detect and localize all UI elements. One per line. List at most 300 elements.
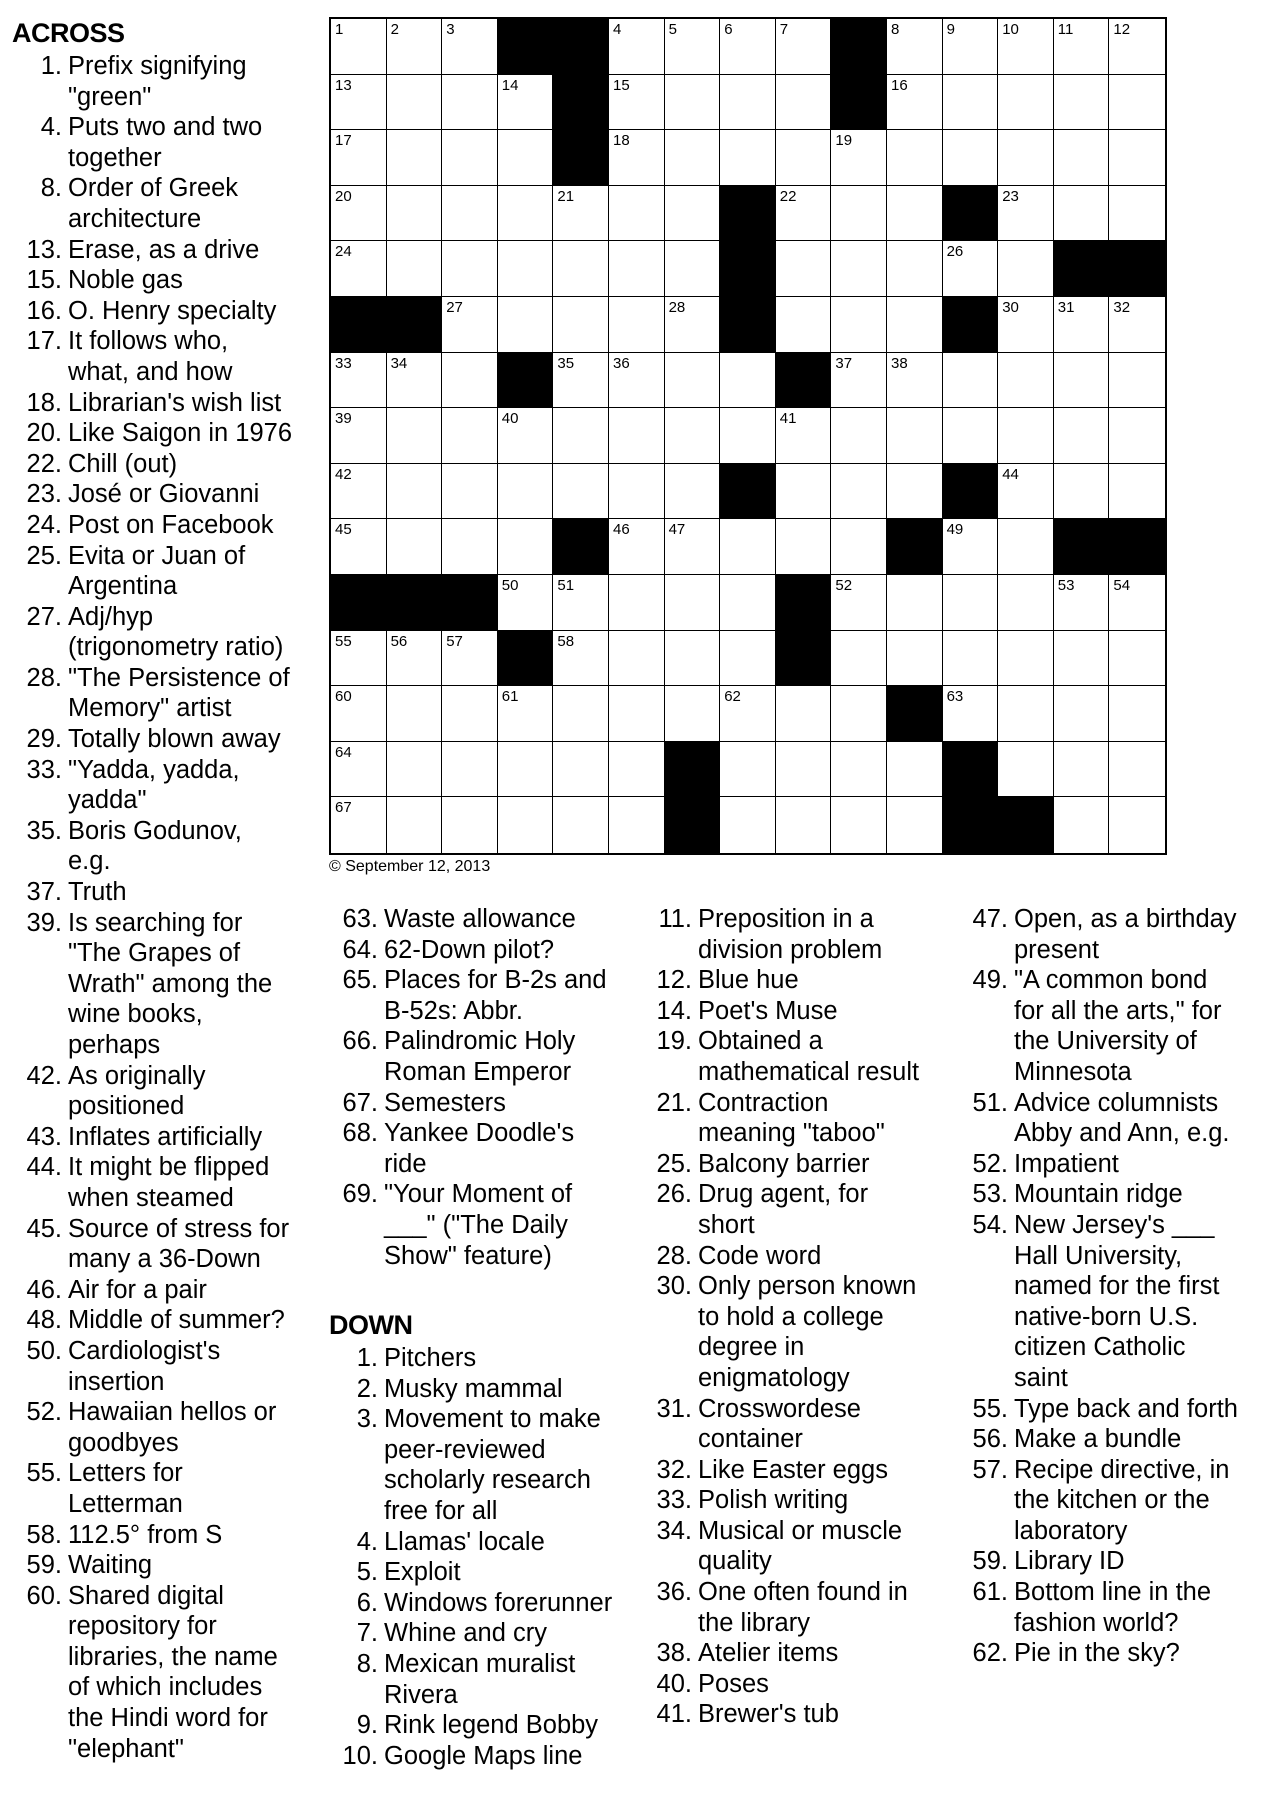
grid-cell[interactable] bbox=[387, 353, 443, 409]
grid-cell[interactable] bbox=[553, 575, 609, 631]
clue-item bbox=[968, 1394, 1283, 1425]
grid-cell[interactable] bbox=[387, 686, 443, 742]
grid-cell[interactable] bbox=[387, 19, 443, 75]
clue-number: 46. bbox=[26, 1275, 62, 1304]
grid-cell[interactable] bbox=[1054, 19, 1110, 75]
grid-cell[interactable] bbox=[720, 575, 776, 631]
cell-number: 24 bbox=[335, 243, 352, 261]
grid-cell[interactable] bbox=[831, 575, 887, 631]
grid-cell[interactable] bbox=[387, 742, 443, 798]
clue-text-line: New Jersey's ___ bbox=[1014, 1210, 1215, 1239]
grid-cell[interactable] bbox=[609, 186, 665, 242]
black-square bbox=[720, 241, 776, 297]
cell-number: 67 bbox=[335, 799, 352, 817]
clue-number: 14. bbox=[656, 996, 692, 1025]
grid-cell[interactable] bbox=[998, 75, 1054, 131]
grid-cell[interactable] bbox=[943, 575, 999, 631]
grid-cell[interactable] bbox=[943, 75, 999, 131]
grid-cell[interactable] bbox=[998, 353, 1054, 409]
grid-cell[interactable] bbox=[498, 297, 554, 353]
grid-cell[interactable] bbox=[1054, 742, 1110, 798]
grid-cell[interactable] bbox=[609, 353, 665, 409]
grid-cell[interactable] bbox=[887, 742, 943, 798]
clue-text-line: degree in bbox=[698, 1333, 805, 1362]
cell-number: 22 bbox=[779, 187, 797, 205]
grid-cell[interactable] bbox=[553, 297, 609, 353]
grid-cell[interactable] bbox=[442, 408, 498, 464]
grid-cell[interactable] bbox=[887, 797, 943, 853]
grid-cell[interactable] bbox=[665, 686, 721, 742]
grid-cell[interactable] bbox=[609, 742, 665, 798]
grid-cell[interactable] bbox=[998, 130, 1054, 186]
grid-cell[interactable] bbox=[943, 19, 999, 75]
cell-number: 68 bbox=[668, 799, 686, 817]
clue-text-line: "Yadda, yadda, bbox=[68, 755, 240, 784]
grid-cell[interactable] bbox=[387, 75, 443, 131]
grid-cell[interactable] bbox=[776, 464, 832, 520]
grid-cell[interactable] bbox=[331, 797, 387, 853]
grid-cell[interactable] bbox=[1054, 75, 1110, 131]
across-clues-column-2 bbox=[338, 904, 638, 1271]
grid-cell[interactable] bbox=[609, 575, 665, 631]
grid-cell[interactable] bbox=[831, 408, 887, 464]
grid-cell[interactable] bbox=[331, 241, 387, 297]
clue-item bbox=[968, 1577, 1283, 1638]
grid-cell[interactable] bbox=[831, 797, 887, 853]
down-clues-column-1 bbox=[338, 1343, 648, 1771]
grid-cell[interactable] bbox=[776, 241, 832, 297]
grid-cell[interactable] bbox=[442, 297, 498, 353]
clue-item bbox=[22, 1581, 322, 1765]
clue-number: 11. bbox=[658, 905, 692, 933]
black-square bbox=[887, 686, 943, 742]
cell-number: 48 bbox=[890, 521, 908, 539]
grid-cell[interactable] bbox=[776, 19, 832, 75]
grid-cell[interactable] bbox=[943, 353, 999, 409]
grid-cell[interactable] bbox=[609, 686, 665, 742]
clue-number: 61. bbox=[972, 1578, 1008, 1607]
grid-cell[interactable] bbox=[553, 464, 609, 520]
clue-text-line: the Hindi word for bbox=[68, 1704, 268, 1733]
clue-text-line: Musky mammal bbox=[384, 1374, 563, 1403]
clue-number: 10. bbox=[342, 1741, 378, 1770]
cell-number: 30 bbox=[1002, 298, 1019, 316]
grid-cell[interactable] bbox=[943, 408, 999, 464]
grid-cell[interactable] bbox=[720, 353, 776, 409]
clue-text-line: Rivera bbox=[384, 1680, 458, 1709]
grid-cell[interactable] bbox=[1109, 686, 1165, 742]
grid-cell[interactable] bbox=[1054, 353, 1110, 409]
grid-cell[interactable] bbox=[998, 186, 1054, 242]
clue-number: 38. bbox=[656, 1639, 692, 1668]
black-square bbox=[498, 631, 554, 687]
grid-cell[interactable] bbox=[1054, 631, 1110, 687]
grid-cell[interactable] bbox=[387, 241, 443, 297]
clue-text-line: architecture bbox=[68, 204, 202, 233]
clue-number: 45. bbox=[26, 1214, 62, 1243]
grid-cell[interactable] bbox=[831, 186, 887, 242]
grid-cell[interactable] bbox=[609, 408, 665, 464]
grid-cell[interactable] bbox=[1109, 797, 1165, 853]
grid-cell[interactable] bbox=[553, 353, 609, 409]
grid-cell[interactable] bbox=[887, 241, 943, 297]
grid-cell[interactable] bbox=[442, 686, 498, 742]
cell-number: 51 bbox=[557, 576, 575, 594]
cell-number: 6 bbox=[724, 21, 733, 38]
clue-item bbox=[338, 935, 638, 966]
grid-cell[interactable] bbox=[943, 519, 999, 575]
clue-number: 34. bbox=[656, 1516, 692, 1545]
clue-text-line: Open, as a birthday bbox=[1014, 905, 1237, 933]
grid-cell[interactable] bbox=[1109, 575, 1165, 631]
clue-number: 39. bbox=[26, 908, 62, 937]
clue-text-line: Air for a pair bbox=[68, 1275, 207, 1304]
cell-number: 65 bbox=[668, 743, 686, 761]
grid-cell[interactable] bbox=[498, 408, 554, 464]
grid-cell[interactable] bbox=[720, 130, 776, 186]
grid-cell[interactable] bbox=[887, 297, 943, 353]
clue-text-line: Atelier items bbox=[698, 1639, 839, 1668]
clue-text-line: of which includes bbox=[68, 1673, 263, 1702]
grid-cell[interactable] bbox=[331, 75, 387, 131]
grid-cell[interactable] bbox=[887, 408, 943, 464]
grid-cell[interactable] bbox=[720, 797, 776, 853]
grid-cell[interactable] bbox=[665, 241, 721, 297]
grid-cell[interactable] bbox=[1109, 130, 1165, 186]
grid-cell[interactable] bbox=[831, 130, 887, 186]
grid-cell[interactable] bbox=[887, 575, 943, 631]
grid-cell[interactable] bbox=[665, 575, 721, 631]
grid-cell[interactable] bbox=[331, 408, 387, 464]
cell-number: 2 bbox=[390, 21, 399, 38]
grid-cell[interactable] bbox=[442, 519, 498, 575]
grid-cell[interactable] bbox=[998, 631, 1054, 687]
grid-cell[interactable] bbox=[665, 297, 721, 353]
clue-item bbox=[968, 1088, 1283, 1149]
clue-item bbox=[652, 904, 952, 965]
cell-number: 58 bbox=[557, 632, 575, 650]
grid-cell[interactable] bbox=[998, 519, 1054, 575]
grid-cell[interactable] bbox=[1109, 353, 1165, 409]
grid-cell[interactable] bbox=[831, 631, 887, 687]
grid-cell[interactable] bbox=[442, 631, 498, 687]
grid-cell[interactable] bbox=[1109, 631, 1165, 687]
grid-cell[interactable] bbox=[887, 464, 943, 520]
grid-cell[interactable] bbox=[609, 130, 665, 186]
clue-number: 58. bbox=[26, 1520, 62, 1549]
cell-number: 19 bbox=[835, 132, 853, 150]
clue-number: 33. bbox=[656, 1486, 692, 1515]
grid-cell[interactable] bbox=[998, 686, 1054, 742]
clue-text-line: "Your Moment of bbox=[384, 1180, 573, 1209]
clue-number: 44. bbox=[26, 1153, 62, 1182]
grid-cell[interactable] bbox=[720, 75, 776, 131]
black-square bbox=[665, 742, 721, 798]
grid-cell[interactable] bbox=[331, 353, 387, 409]
grid-cell[interactable] bbox=[331, 742, 387, 798]
cell-number: 39 bbox=[335, 410, 352, 428]
grid-cell[interactable] bbox=[720, 686, 776, 742]
grid-cell[interactable] bbox=[442, 186, 498, 242]
grid-cell[interactable] bbox=[553, 742, 609, 798]
grid-cell[interactable] bbox=[1109, 186, 1165, 242]
cell-number: 44 bbox=[1002, 465, 1019, 483]
clue-text-line: Drug agent, for bbox=[698, 1180, 869, 1209]
grid-cell[interactable] bbox=[998, 19, 1054, 75]
clue-item bbox=[338, 1118, 638, 1179]
grid-cell[interactable] bbox=[442, 130, 498, 186]
grid-cell[interactable] bbox=[998, 575, 1054, 631]
grid-cell[interactable] bbox=[665, 519, 721, 575]
grid-cell[interactable] bbox=[776, 130, 832, 186]
clue-item bbox=[22, 1122, 322, 1153]
grid-cell[interactable] bbox=[720, 631, 776, 687]
grid-cell[interactable] bbox=[609, 75, 665, 131]
clue-item bbox=[652, 1699, 952, 1730]
grid-cell[interactable] bbox=[831, 297, 887, 353]
grid-cell[interactable] bbox=[387, 519, 443, 575]
clue-number: 21. bbox=[656, 1088, 692, 1117]
clue-text-line: "green" bbox=[68, 82, 152, 111]
cell-number: 34 bbox=[390, 354, 408, 372]
grid-cell[interactable] bbox=[887, 186, 943, 242]
grid-cell[interactable] bbox=[943, 130, 999, 186]
clue-item bbox=[338, 1026, 638, 1087]
grid-cell[interactable] bbox=[665, 631, 721, 687]
clue-number: 47. bbox=[972, 905, 1008, 933]
grid-cell[interactable] bbox=[442, 797, 498, 853]
clue-text-line: Impatient bbox=[1014, 1149, 1119, 1178]
grid-cell[interactable] bbox=[998, 297, 1054, 353]
grid-cell[interactable] bbox=[998, 408, 1054, 464]
grid-cell[interactable] bbox=[1109, 75, 1165, 131]
grid-cell[interactable] bbox=[776, 519, 832, 575]
grid-cell[interactable] bbox=[1054, 575, 1110, 631]
grid-cell[interactable] bbox=[331, 19, 387, 75]
grid-cell[interactable] bbox=[776, 686, 832, 742]
grid-cell[interactable] bbox=[609, 464, 665, 520]
clue-text-line: peer-reviewed bbox=[384, 1435, 546, 1464]
clue-text-line: native-born U.S. bbox=[1014, 1302, 1199, 1331]
grid-cell[interactable] bbox=[553, 186, 609, 242]
grid-cell[interactable] bbox=[998, 742, 1054, 798]
grid-cell[interactable] bbox=[331, 464, 387, 520]
clue-item bbox=[652, 1394, 952, 1455]
grid-cell[interactable] bbox=[442, 464, 498, 520]
grid-cell[interactable] bbox=[665, 130, 721, 186]
grid-cell[interactable] bbox=[331, 186, 387, 242]
grid-cell[interactable] bbox=[387, 186, 443, 242]
grid-cell[interactable] bbox=[387, 408, 443, 464]
cell-number: 35 bbox=[557, 354, 575, 372]
grid-cell[interactable] bbox=[1054, 686, 1110, 742]
grid-cell[interactable] bbox=[331, 519, 387, 575]
grid-cell[interactable] bbox=[887, 631, 943, 687]
grid-cell[interactable] bbox=[498, 186, 554, 242]
grid-cell[interactable] bbox=[776, 408, 832, 464]
grid-cell[interactable] bbox=[831, 353, 887, 409]
clue-item bbox=[22, 908, 322, 1061]
grid-cell[interactable] bbox=[1054, 797, 1110, 853]
grid-cell[interactable] bbox=[831, 464, 887, 520]
clue-item bbox=[22, 510, 322, 541]
grid-cell[interactable] bbox=[720, 742, 776, 798]
grid-cell[interactable] bbox=[609, 797, 665, 853]
grid-cell[interactable] bbox=[720, 408, 776, 464]
grid-cell[interactable] bbox=[1109, 19, 1165, 75]
clue-text-line: Middle of summer? bbox=[68, 1306, 285, 1335]
clue-text-line: Bottom line in the bbox=[1014, 1578, 1212, 1607]
down-clues-column-3 bbox=[968, 904, 1283, 1669]
grid-cell[interactable] bbox=[609, 631, 665, 687]
grid-cell[interactable] bbox=[1109, 742, 1165, 798]
grid-cell[interactable] bbox=[609, 297, 665, 353]
clue-number: 22. bbox=[26, 449, 62, 478]
grid-cell[interactable] bbox=[387, 464, 443, 520]
grid-cell[interactable] bbox=[442, 75, 498, 131]
grid-cell[interactable] bbox=[776, 75, 832, 131]
grid-cell[interactable] bbox=[776, 297, 832, 353]
grid-cell[interactable] bbox=[887, 19, 943, 75]
grid-cell[interactable] bbox=[665, 464, 721, 520]
grid-cell[interactable] bbox=[387, 130, 443, 186]
grid-cell[interactable] bbox=[998, 241, 1054, 297]
grid-cell[interactable] bbox=[1054, 186, 1110, 242]
clue-number: 33. bbox=[26, 755, 62, 784]
grid-cell[interactable] bbox=[498, 75, 554, 131]
grid-cell[interactable] bbox=[665, 408, 721, 464]
grid-cell[interactable] bbox=[498, 241, 554, 297]
grid-cell[interactable] bbox=[1109, 297, 1165, 353]
clue-text-line: what, and how bbox=[68, 357, 233, 386]
grid-cell[interactable] bbox=[1054, 408, 1110, 464]
clue-number: 8. bbox=[356, 1649, 378, 1678]
clue-text-line: goodbyes bbox=[68, 1428, 179, 1457]
clue-text-line: Waiting bbox=[68, 1551, 153, 1580]
cell-number: 4 bbox=[612, 21, 622, 38]
cell-number: 62 bbox=[724, 688, 741, 706]
black-square bbox=[943, 797, 999, 853]
clue-text-line: Hawaiian hellos or bbox=[68, 1398, 277, 1427]
grid-cell[interactable] bbox=[387, 797, 443, 853]
grid-cell[interactable] bbox=[998, 464, 1054, 520]
grid-cell[interactable] bbox=[553, 797, 609, 853]
grid-cell[interactable] bbox=[609, 241, 665, 297]
grid-cell[interactable] bbox=[442, 241, 498, 297]
grid-cell[interactable] bbox=[831, 241, 887, 297]
grid-cell[interactable] bbox=[943, 631, 999, 687]
clue-text-line: 62-Down pilot? bbox=[384, 935, 555, 964]
grid-cell[interactable] bbox=[442, 353, 498, 409]
clue-number: 52. bbox=[972, 1149, 1008, 1178]
grid-cell[interactable] bbox=[442, 19, 498, 75]
clue-number: 36. bbox=[656, 1578, 692, 1607]
grid-cell[interactable] bbox=[498, 519, 554, 575]
clue-item bbox=[338, 1741, 648, 1772]
clue-text-line: named for the first bbox=[1014, 1272, 1220, 1301]
clue-number: 60. bbox=[26, 1581, 62, 1610]
grid-cell[interactable] bbox=[1054, 464, 1110, 520]
grid-cell[interactable] bbox=[665, 19, 721, 75]
grid-cell[interactable] bbox=[831, 742, 887, 798]
grid-cell[interactable] bbox=[609, 519, 665, 575]
grid-cell[interactable] bbox=[1109, 408, 1165, 464]
clue-text-line: As originally bbox=[68, 1061, 206, 1090]
grid-cell[interactable] bbox=[331, 686, 387, 742]
grid-cell[interactable] bbox=[665, 75, 721, 131]
clue-text-line: Totally blown away bbox=[68, 725, 281, 754]
clue-text-line: Type back and forth bbox=[1014, 1394, 1238, 1423]
grid-cell[interactable] bbox=[776, 742, 832, 798]
grid-cell[interactable] bbox=[553, 408, 609, 464]
grid-cell[interactable] bbox=[498, 464, 554, 520]
grid-cell[interactable] bbox=[553, 241, 609, 297]
grid-cell[interactable] bbox=[665, 353, 721, 409]
clue-item bbox=[652, 1485, 952, 1516]
grid-cell[interactable] bbox=[498, 575, 554, 631]
clue-text-line: Erase, as a drive bbox=[68, 235, 260, 264]
grid-cell[interactable] bbox=[887, 75, 943, 131]
grid-cell[interactable] bbox=[831, 519, 887, 575]
grid-cell[interactable] bbox=[720, 19, 776, 75]
clue-text-line: Show" feature) bbox=[384, 1241, 552, 1270]
grid-cell[interactable] bbox=[387, 631, 443, 687]
clue-number: 37. bbox=[26, 878, 62, 907]
clue-text-line: Movement to make bbox=[384, 1405, 601, 1434]
grid-cell[interactable] bbox=[1054, 130, 1110, 186]
grid-cell[interactable] bbox=[1109, 464, 1165, 520]
grid-cell[interactable] bbox=[776, 186, 832, 242]
grid-cell[interactable] bbox=[498, 130, 554, 186]
grid-cell[interactable] bbox=[943, 241, 999, 297]
grid-cell[interactable] bbox=[776, 797, 832, 853]
grid-cell[interactable] bbox=[331, 631, 387, 687]
clue-text-line: Order of Greek bbox=[68, 174, 239, 203]
grid-cell[interactable] bbox=[498, 797, 554, 853]
clue-item bbox=[22, 755, 322, 816]
clue-item bbox=[652, 1088, 952, 1149]
clue-number: 32. bbox=[656, 1455, 692, 1484]
grid-cell[interactable] bbox=[498, 742, 554, 798]
grid-cell[interactable] bbox=[831, 686, 887, 742]
clue-item bbox=[338, 1649, 648, 1710]
grid-cell[interactable] bbox=[498, 686, 554, 742]
clue-text-line: Mountain ridge bbox=[1014, 1180, 1183, 1209]
grid-cell[interactable] bbox=[943, 686, 999, 742]
clue-number: 4. bbox=[356, 1527, 378, 1556]
grid-cell[interactable] bbox=[553, 631, 609, 687]
grid-cell[interactable] bbox=[553, 686, 609, 742]
grid-cell[interactable] bbox=[720, 519, 776, 575]
grid-cell[interactable] bbox=[442, 742, 498, 798]
grid-cell[interactable] bbox=[1054, 297, 1110, 353]
clue-text-line: Semesters bbox=[384, 1088, 506, 1117]
grid-cell[interactable] bbox=[609, 19, 665, 75]
clue-text-line: It follows who, bbox=[68, 327, 229, 356]
clue-number: 26. bbox=[656, 1180, 692, 1209]
grid-cell[interactable] bbox=[665, 186, 721, 242]
cell-number: 40 bbox=[501, 410, 519, 428]
grid-cell[interactable] bbox=[887, 353, 943, 409]
clue-text-line: Mexican muralist bbox=[384, 1649, 576, 1678]
clue-text-line: Google Maps line bbox=[384, 1741, 583, 1770]
grid-cell[interactable] bbox=[887, 130, 943, 186]
clue-item bbox=[968, 1638, 1283, 1669]
clue-number: 1. bbox=[356, 1344, 378, 1372]
clue-text-line: Llamas' locale bbox=[384, 1527, 545, 1556]
clue-item bbox=[22, 326, 322, 387]
grid-cell[interactable] bbox=[331, 130, 387, 186]
